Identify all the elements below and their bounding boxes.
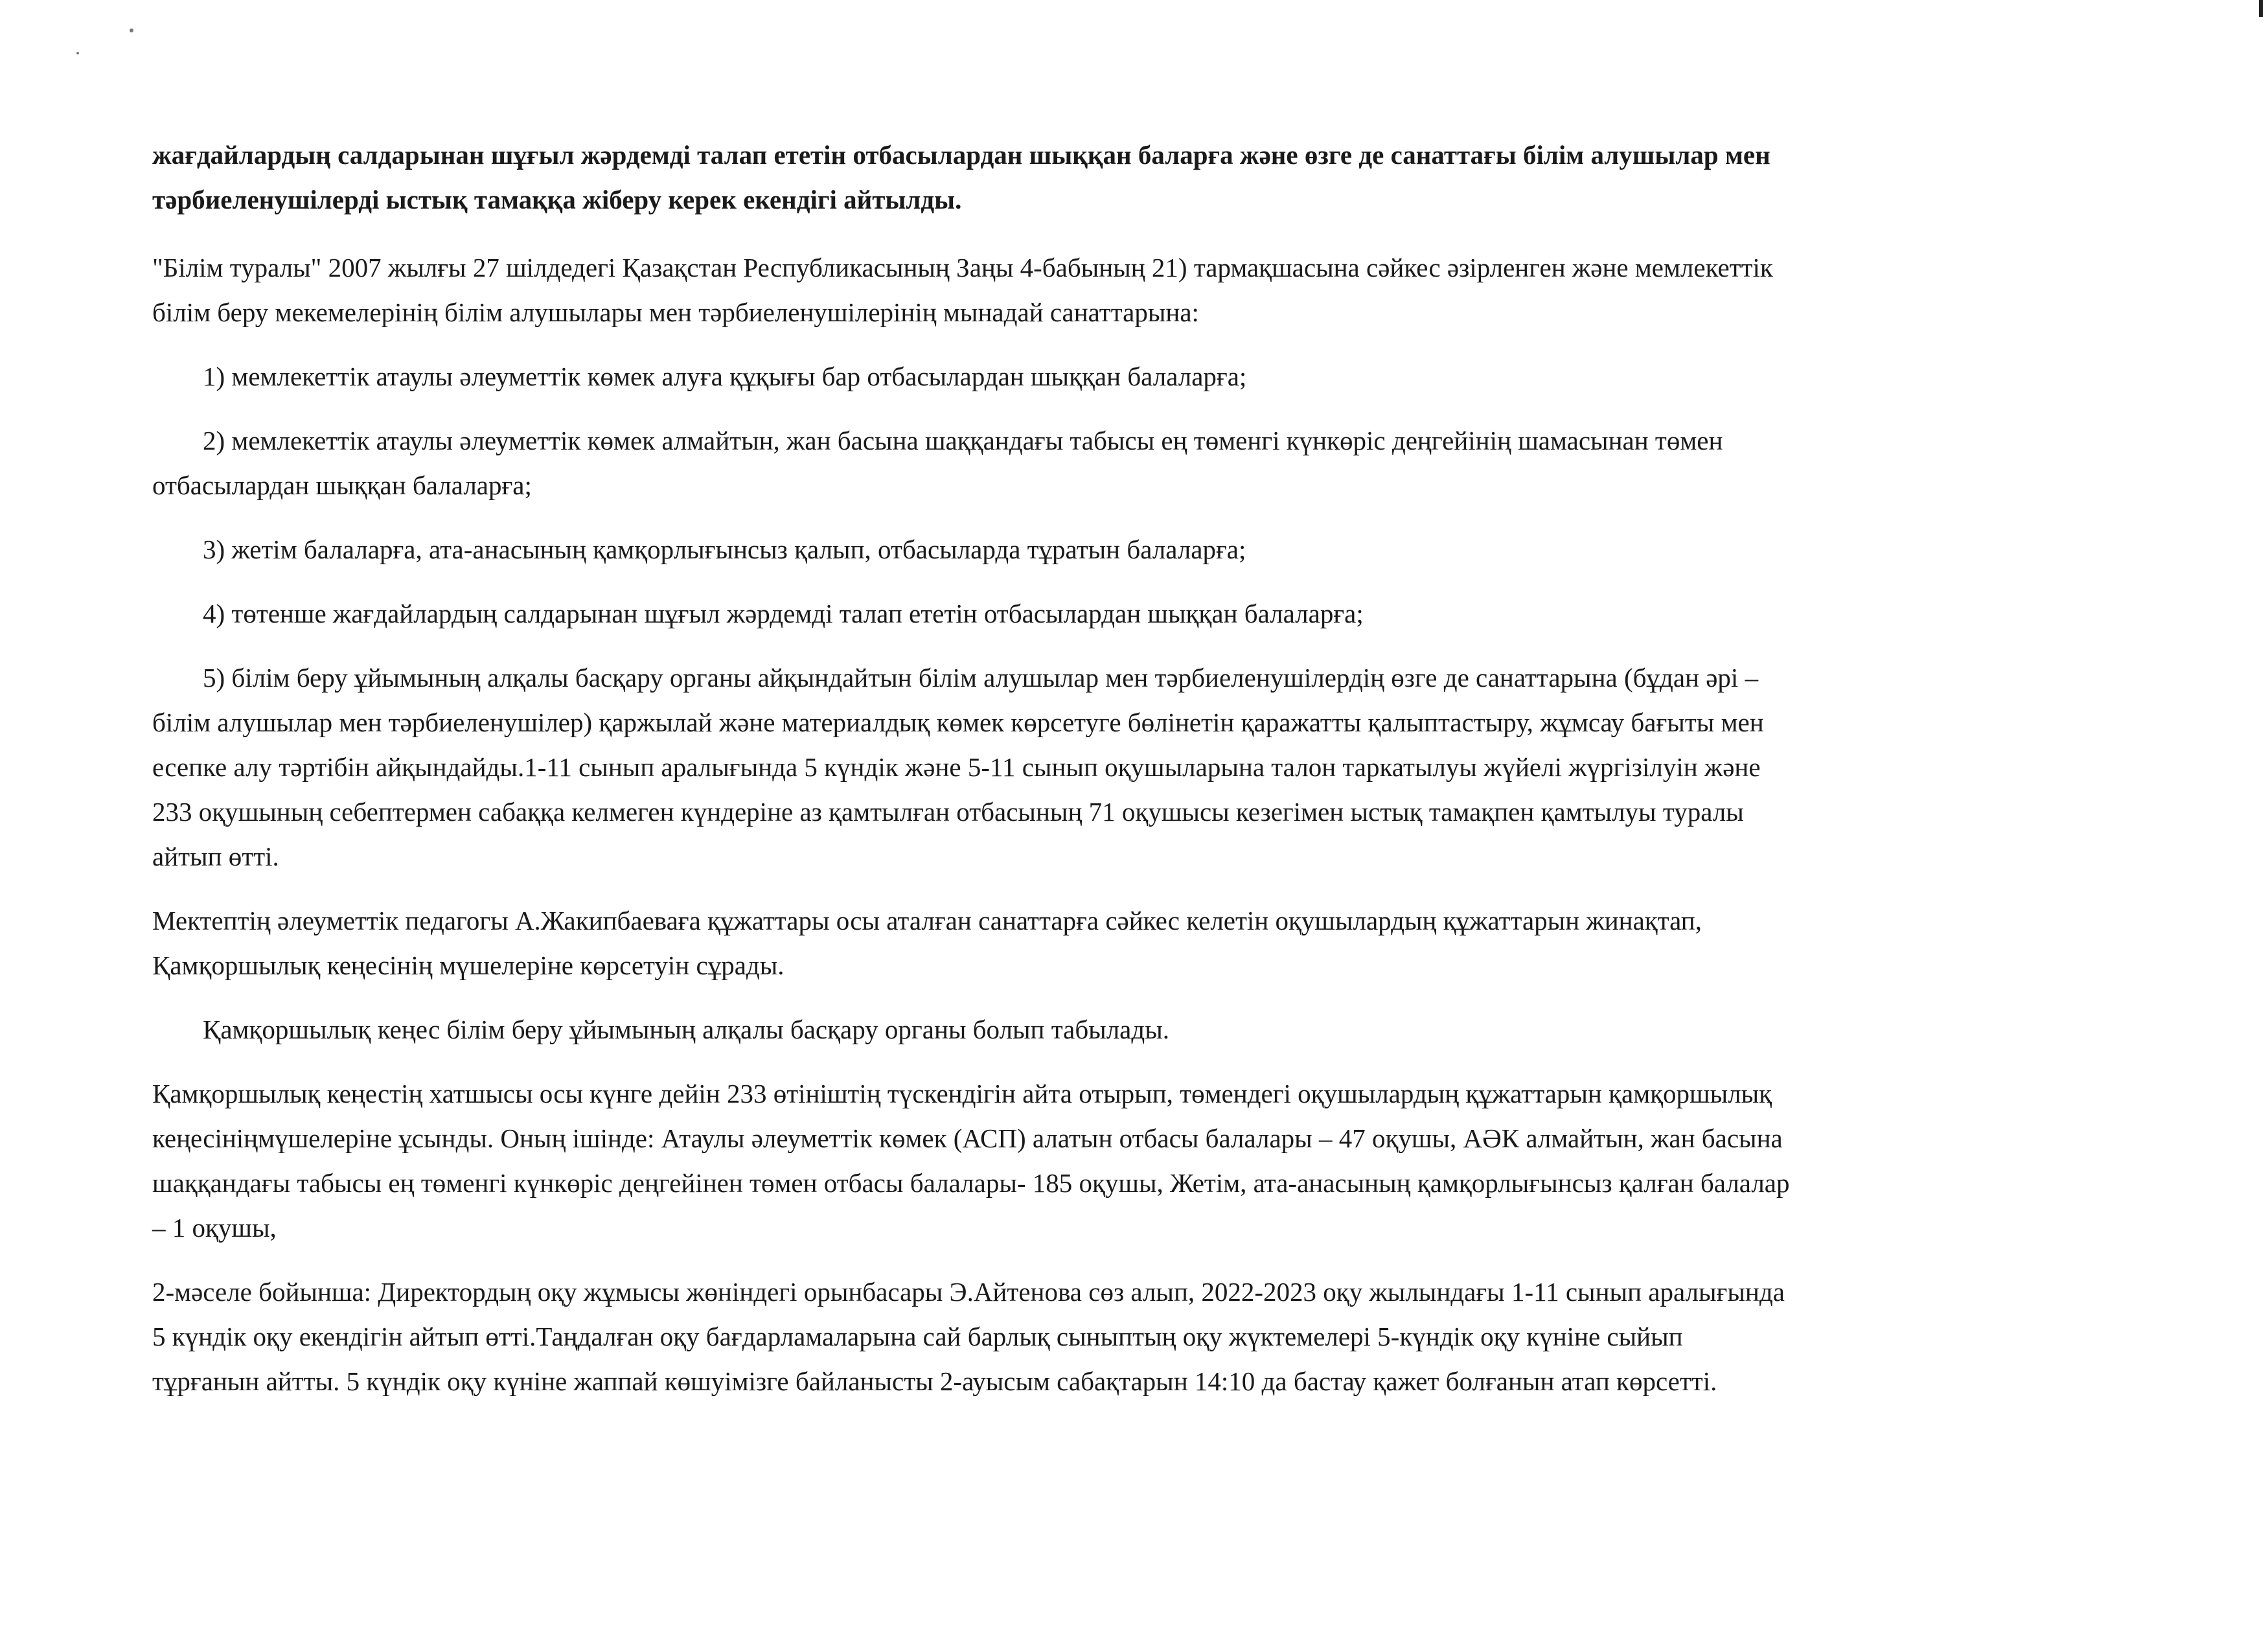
text-line: есепке алу тәртібін айқындайды.1-11 сынып аралығында 5 күндік және 5-11 сынып оқушыларына талон таркатылуы жүйелі жүргізілуін және: [152, 752, 1761, 782]
text-line: 2) мемлекеттік атаулы әлеуметтік көмек алмайтын, жан басына шаққандағы табысы ең төменгі күнкөріс деңгейінің шамасынан төмен: [203, 426, 1723, 455]
scan-edge-mark: [2259, 0, 2263, 17]
paragraph-intro: [152, 133, 2171, 222]
paragraph-social-pedagogue: [152, 899, 2171, 988]
text-line: 5 күндік оқу екендігін айтып өтті.Таңдалған оқу бағдарламаларына сай барлық сыныптың оқу жүктемелері 5-күндік оқу күніне сыйып: [152, 1322, 1683, 1351]
text-line: 233 оқушының себептермен сабаққа келмеген күндеріне аз қамтылған отбасының 71 оқушысы кезегімен ыстық тамақпен қамтылуы туралы: [152, 797, 1744, 827]
list-item-4: [152, 591, 2171, 636]
text-line: білім алушылар мен тәрбиеленушілер) қаржылай және материалдық көмек көрсетуге бөлінетін қаражатты қалыптастыру, жұмсау бағыты мен: [152, 707, 1764, 737]
text-line: тәрбиеленушілерді ыстық тамаққа жіберу керек екендігі айтылды.: [152, 185, 962, 214]
list-item-5: [152, 656, 2171, 879]
text-line: 1) мемлекеттік атаулы әлеуметтік көмек алуға құқығы бар отбасылардан шыққан балаларға;: [203, 361, 1247, 391]
text-line: отбасылардан шыққан балаларға;: [152, 470, 532, 500]
text-line: Қамқоршылық кеңесінің мүшелеріне көрсетуін сұрады.: [152, 950, 785, 980]
text-line: 3) жетім балаларға, ата-анасының қамқорлығынсыз қалып, отбасыларда тұратын балаларға;: [203, 534, 1246, 564]
text-line: Мектептің әлеуметтік педагогы А.Жакипбаеваға құжаттары осы аталған санаттарға сәйкес келетін оқушылардың құжаттарын жинақтап,: [152, 906, 1702, 935]
paragraph-law-reference: [152, 246, 2171, 335]
text-line: 5) білім беру ұйымының алқалы басқару органы айқындайтын білім алушылар мен тәрбиеленушілердің өзге де санаттарына (бұдан әрі –: [203, 663, 1759, 693]
list-item-2: [152, 419, 2171, 508]
scan-speck: [130, 29, 133, 32]
text-line: Қамқоршылық кеңестің хатшысы осы күнге дейін 233 өтініштің түскендігін айта отырып, төмендегі оқушылардың құжаттарын қамқоршылық: [152, 1079, 1772, 1108]
text-line: "Білім туралы" 2007 жылғы 27 шілдедегі Қазақстан Республикасының Заңы 4-бабының 21) тармақшасына сәйкес әзірленген және мемлекеттік: [152, 253, 1773, 282]
text-line: білім беру мекемелерінің білім алушылары мен тәрбиеленушілерінің мынадай санаттарына:: [152, 297, 1199, 327]
text-line: жағдайлардың салдарынан шұғыл жәрдемді талап ететін отбасылардан шыққан баларға және өзге де санаттағы білім алушылар мен: [152, 140, 1770, 170]
text-line: – 1 оқушы,: [152, 1213, 277, 1243]
paragraph-council-definition: [152, 1007, 2171, 1052]
paragraph-issue-2: [152, 1270, 2171, 1404]
scan-speck: [76, 52, 79, 54]
text-line: кеңесініңмүшелеріне ұсынды. Оның ішінде: Атаулы әлеуметтік көмек (АСП) алатын отбасы балалары – 47 оқушы, АӘК алмайтын, жан басына: [152, 1123, 1783, 1153]
text-line: 4) төтенше жағдайлардың салдарынан шұғыл жәрдемді талап ететін отбасылардан шыққан балаларға;: [203, 599, 1364, 628]
list-item-3: [152, 527, 2171, 572]
text-line: Қамқоршылық кеңес білім беру ұйымының алқалы басқару органы болып табылады.: [203, 1015, 1170, 1044]
list-item-1: [152, 354, 2171, 399]
paragraph-secretary-report: [152, 1072, 2171, 1250]
text-line: 2-мәселе бойынша: Директордың оқу жұмысы жөніндегі орынбасары Э.Айтенова сөз алып, 2022-2023 оқу жылындағы 1-11 сынып аралығында: [152, 1277, 1785, 1307]
text-line: айтып өтті.: [152, 842, 279, 871]
text-line: тұрғанын айтты. 5 күндік оқу күніне жаппай көшуімізге байланысты 2-ауысым сабақтарын 14:10 да бастау қажет болғанын атап көрсетті.: [152, 1366, 1717, 1396]
text-line: шаққандағы табысы ең төменгі күнкөріс деңгейінен төмен отбасы балалары- 185 оқушы, Жетім, ата-анасының қамқорлығынсыз қалған балалар: [152, 1168, 1790, 1198]
